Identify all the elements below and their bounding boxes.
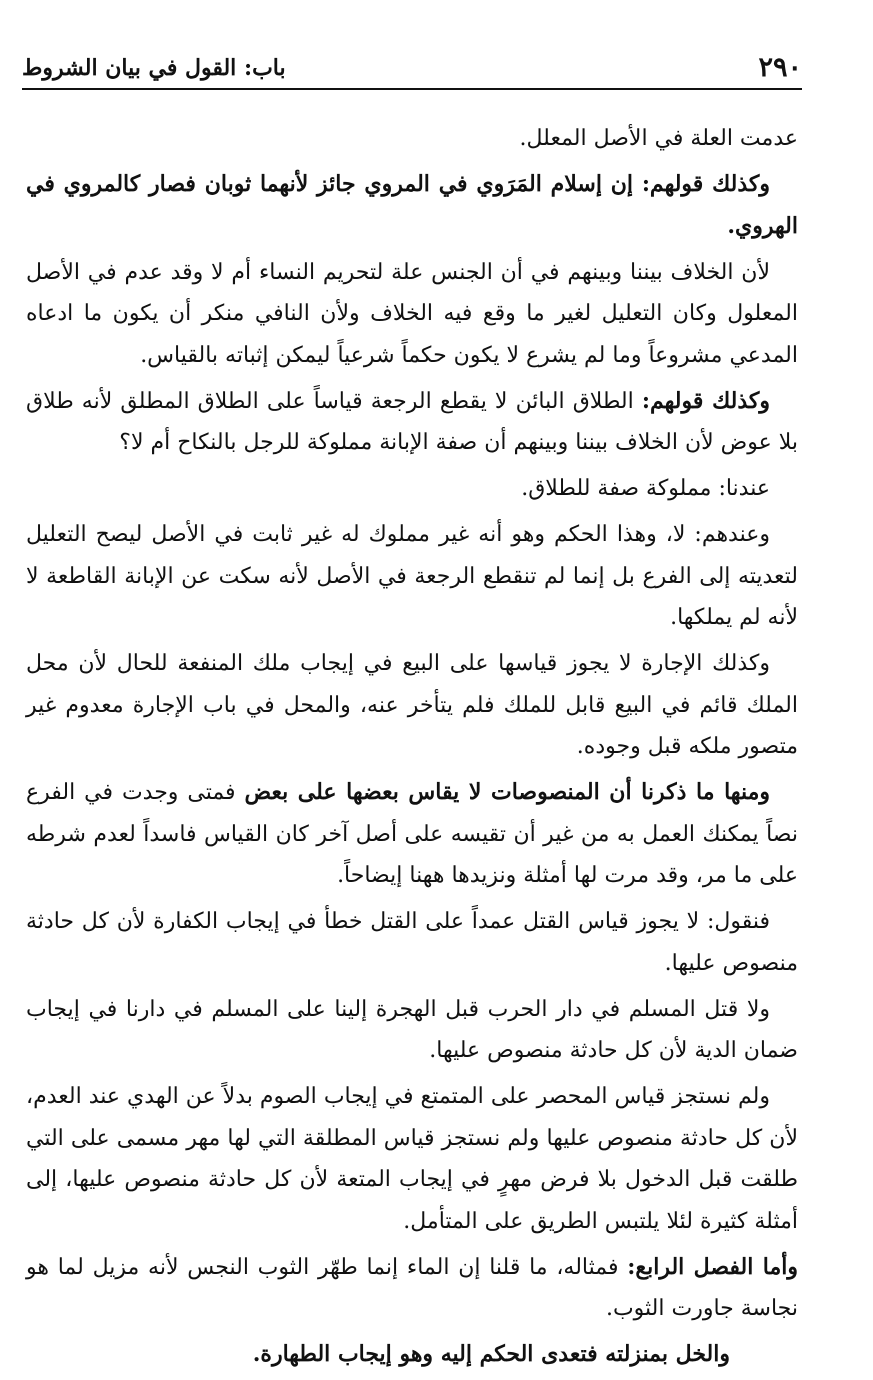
running-title: باب: القول في بيان الشروط (22, 55, 286, 81)
paragraph-lead: والخل بمنزلته فتعدى الحكم إليه وهو إيجاب الطهارة. (252, 1341, 730, 1367)
paragraph (26, 989, 798, 1072)
paragraph (26, 1247, 798, 1330)
paragraph-text: الطلاق البائن لا يقطع الرجعة قياساً على الطلاق المطلق لأنه طلاق بلا عوض لأن الخلاف بيننا وبينهم أن صفة الإبانة مملوكة للرجل بالنكاح أم لا؟ (26, 388, 798, 455)
paragraph (26, 772, 798, 897)
page-number: ٢٩٠ (758, 52, 802, 83)
paragraph (26, 252, 798, 377)
paragraph-lead: وكذلك قولهم: إن إسلام المَرَوي في المروي جائز لأنهما ثوبان فصار كالمروي في الهروي. (26, 171, 798, 239)
paragraph (26, 901, 798, 984)
paragraph (26, 1076, 798, 1242)
paragraph-text: وعندهم: لا، وهذا الحكم وهو أنه غير مملوك له غير ثابت في الأصل ليصح التعليل لتعديته إلى الفرع بل إنما لم تنقطع الرجعة في الأصل لأنه سكت عن الإبانة القاطعة لا لأنه لم يملكها. (26, 522, 798, 630)
paragraph (26, 643, 798, 768)
paragraph-text: لأن الخلاف بيننا وبينهم في أن الجنس علة لتحريم النساء أم لا وقد عدم في الأصل المعلول وكان التعليل لغير ما وقع فيه الخلاف ولأن النافي منكر أن يكون ما ادعاه المدعي مشروعاً وما لم يشرع لا يكون حكماً شرعياً ليمكن إثباته بالقياس. (26, 259, 798, 368)
paragraph-text: ولا قتل المسلم في دار الحرب قبل الهجرة إلينا على المسلم في دارنا في إيجاب ضمان الدية لأن كل حادثة منصوص عليها. (26, 996, 798, 1063)
paragraph-text: فمثاله، ما قلنا إن الماء إنما طهّر الثوب النجس لأنه مزيل لما هو نجاسة جاورت الثوب. (26, 1254, 798, 1321)
paragraph-text: ولم نستجز قياس المحصر على المتمتع في إيجاب الصوم بدلاً عن الهدي عند العدم، لأن كل حادثة منصوص عليها ولم نستجز قياس المطلقة التي لها مهر مسمى على التي طلقت قبل الدخول بلا فرض مهرٍ في إيجاب المتعة لأن كل حادثة منصوص عليها، إلى أمثلة كثيرة لئلا يلتبس الطريق على المتأمل. (26, 1084, 798, 1234)
paragraph-text: فمتى وجدت في الفرع نصاً يمكنك العمل به من غير أن تقيسه على أصل آخر كان القياس فاسداً لعدم شرطه على ما مر، وقد مرت لها أمثلة ونزيدها ههنا إيضاحاً. (26, 780, 798, 888)
page-header (22, 48, 802, 90)
paragraph-text: وكذلك الإجارة لا يجوز قياسها على البيع في إيجاب ملك المنفعة للحال لأن محل الملك قائم في البيع قابل للملك فلم يتأخر عنه، والمحل في باب الإجارة معدوم غير متصور ملكه قبل وجوده. (26, 651, 798, 759)
paragraph (26, 118, 798, 160)
paragraph (26, 1334, 730, 1376)
paragraph-text: عندنا: مملوكة صفة للطلاق. (521, 476, 770, 501)
paragraph (26, 468, 798, 510)
paragraph (26, 164, 798, 247)
paragraph-lead: وأما الفصل الرابع: (627, 1253, 798, 1280)
paragraph-lead: وكذلك قولهم: (641, 387, 770, 414)
paragraph (26, 514, 798, 639)
paragraph (26, 381, 798, 464)
paragraph-lead: ومنها ما ذكرنا أن المنصوصات لا يقاس بعضها على بعض (244, 779, 770, 805)
paragraph-text: عدمت العلة في الأصل المعلل. (519, 126, 798, 151)
paragraph-text: فنقول: لا يجوز قياس القتل عمداً على القتل خطأ في إيجاب الكفارة لأن كل حادثة منصوص عليها. (26, 909, 798, 976)
page-body (26, 118, 798, 1380)
